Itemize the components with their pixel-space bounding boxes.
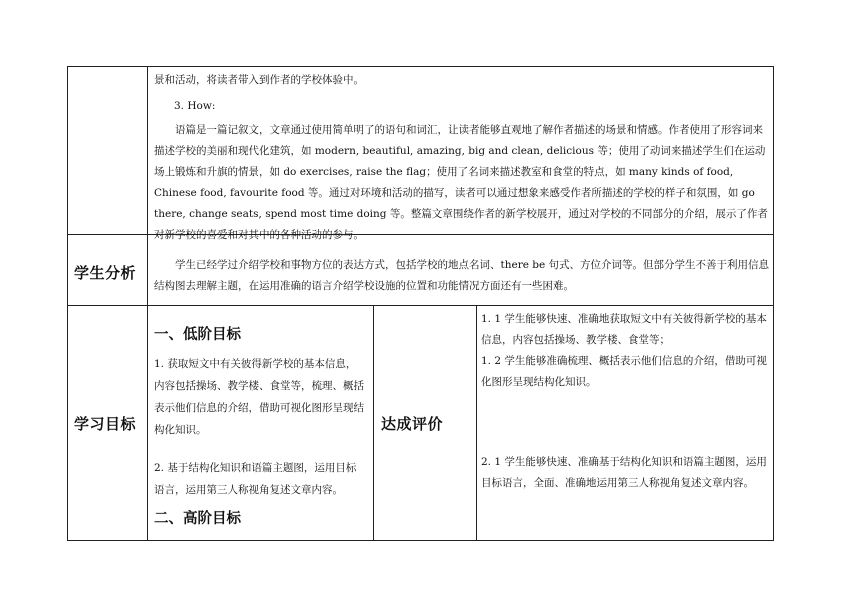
how-paragraph: 语篇是一篇记叙文，文章通过使用简单明了的语句和词汇，让读者能够直观地了解作者描述的场景和情感。作者使用了形容词来描述学校的美丽和现代化建筑，如 modern, beautiful, amazing, big and clean, delicious 等；使用了动词来描述学生们在运动场上锻炼和升旗的情景，如 do exercises, raise the flag；使用了名词来描述教室和食堂的特点，如 many kinds of food, Chinese food, favourite food 等。通过对环境和活动的描写，读者可以通过想象来感受作者所描述的学校的样子和氛围，如 go there, change seats, spend most time doing 等。整篇文章围绕作者的新学校展开，通过对学校的不同部分的介绍，展示了作者对新学校的喜爱和对其中的各种活动的参与。 [154, 124, 768, 241]
how-heading: 3. How: [174, 100, 216, 112]
lesson-plan-table [67, 66, 774, 541]
evaluation-item-1-2: 1. 2 学生能够准确梳理、概括表示他们信息的介绍，借助可视化图形呈现结构化知识。 [481, 355, 767, 388]
high-level-goals-heading: 二、高阶目标 [154, 511, 241, 527]
student-analysis-text: 学生已经学过介绍学校和事物方位的表达方式，包括学校的地点名词、there be 句式、方位介词等。但部分学生不善于利用信息结构图去理解主题，在运用准确的语言介绍学校设施的位置和功能情况方面还有一些困难。 [154, 259, 770, 292]
evaluation-item-1-1: 1. 1 学生能够快速、准确地获取短文中有关彼得新学校的基本信息，内容包括操场、教学楼、食堂等； [481, 313, 767, 346]
low-level-goals-heading: 一、低阶目标 [154, 327, 241, 343]
evaluation-column-divider [476, 305, 477, 540]
goals-column-divider [373, 305, 374, 540]
continued-text: 景和活动，将读者带入到作者的学校体验中。 [154, 74, 364, 86]
row-divider [68, 305, 773, 306]
label-column-divider [147, 67, 148, 540]
goal-item-1: 1. 获取短文中有关彼得新学校的基本信息，内容包括操场、教学楼、食堂等，梳理、概括表示他们信息的介绍，借助可视化图形呈现结构化知识。 [154, 358, 364, 436]
student-analysis-label: 学生分析 [74, 264, 137, 282]
learning-goals-label: 学习目标 [74, 415, 137, 433]
evaluation-label: 达成评价 [381, 415, 444, 433]
goal-item-2: 2. 基于结构化知识和语篇主题图，运用目标语言，运用第三人称视角复述文章内容。 [154, 462, 357, 496]
evaluation-item-2-1: 2. 1 学生能够快速、准确基于结构化知识和语篇主题图，运用目标语言，全面、准确地运用第三人称视角复述文章内容。 [481, 456, 767, 489]
